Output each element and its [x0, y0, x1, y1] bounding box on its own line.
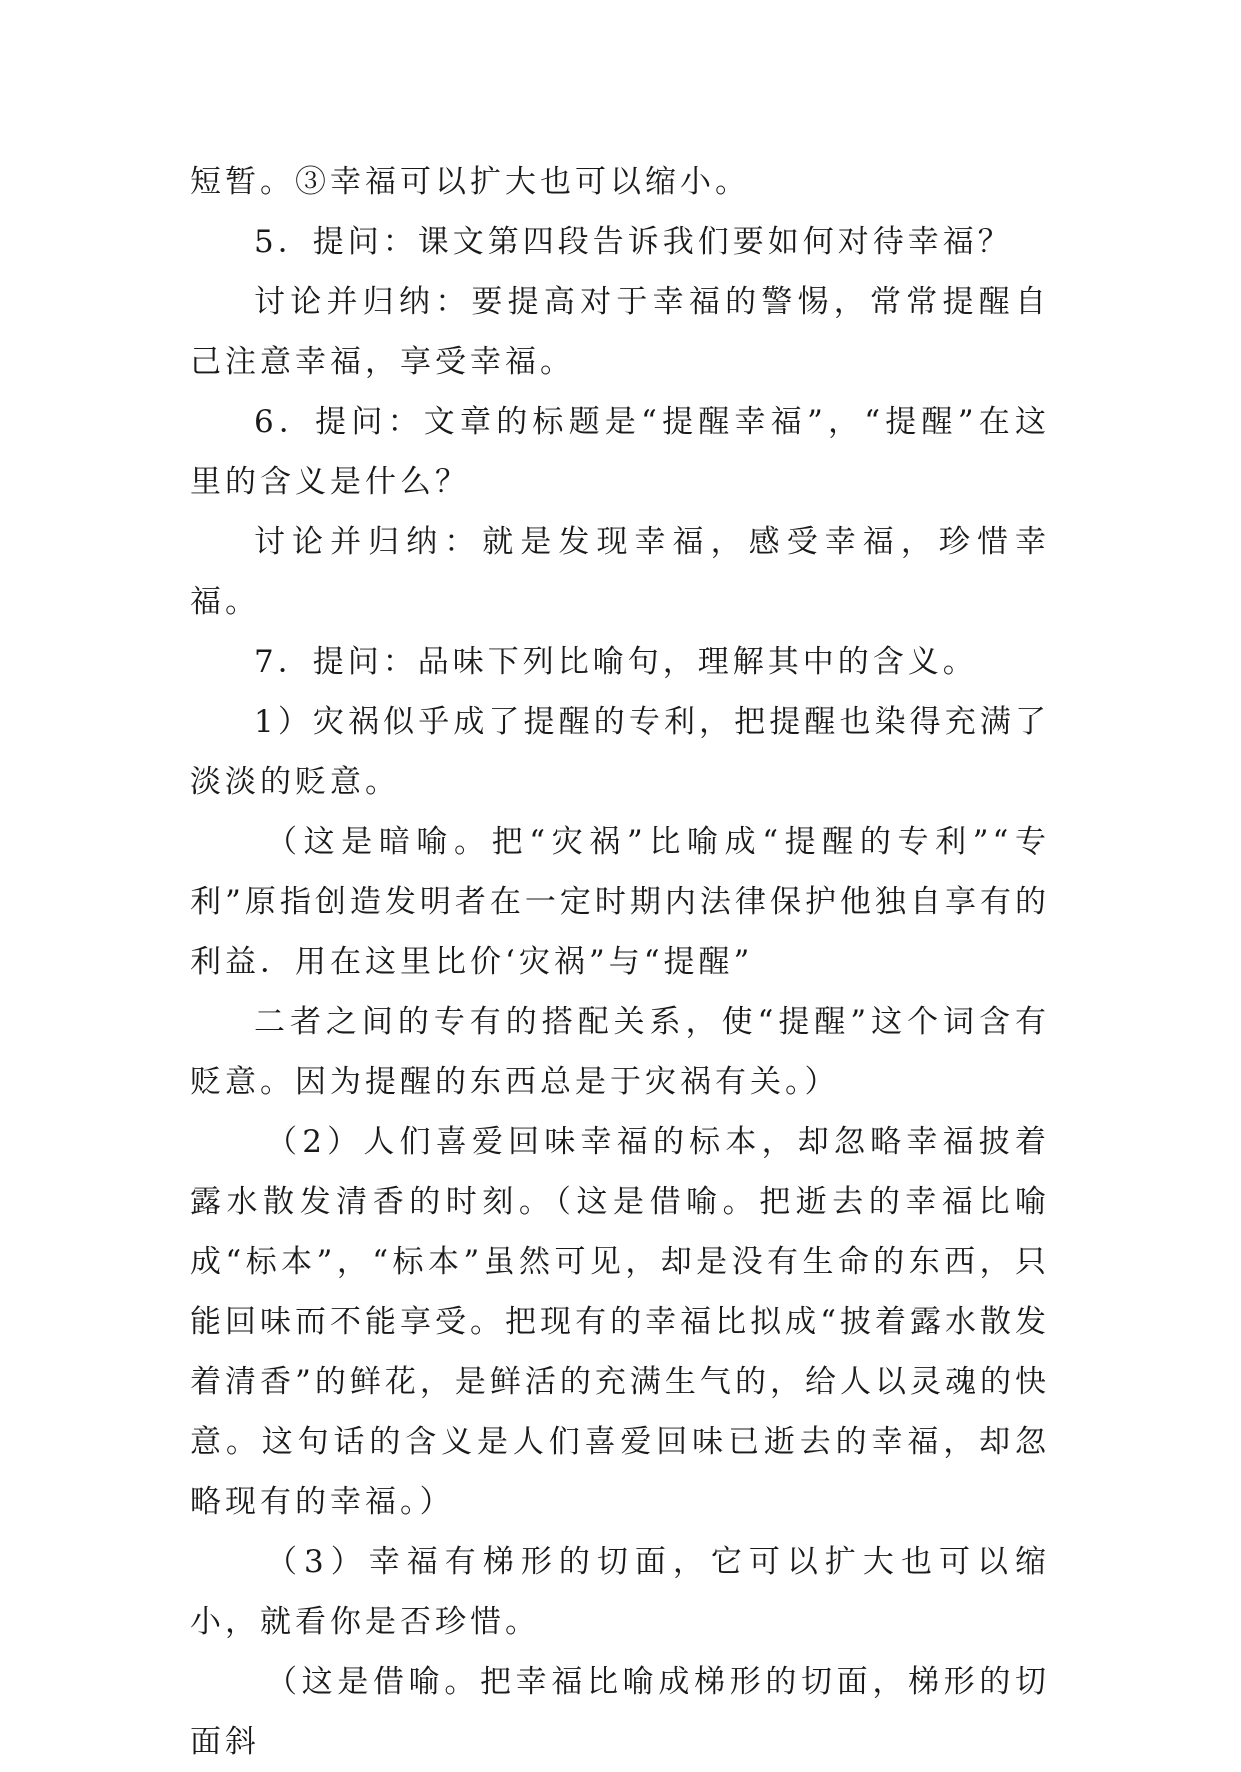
paragraph-6: 7．提问：品味下列比喻句，理解其中的含义。 [254, 644, 978, 680]
paragraph-5: 讨论并归纳：就是发现幸福，感受幸福，珍惜幸福。 [190, 524, 1050, 620]
body-text [190, 152, 1050, 1772]
paragraph-1: 短暂。③幸福可以扩大也可以缩小。 [190, 164, 750, 200]
paragraph-4: 6．提问：文章的标题是“提醒幸福”，“提醒”在这里的含义是什么？ [190, 404, 1050, 500]
paragraph-2: 5．提问：课文第四段告诉我们要如何对待幸福？ [254, 224, 1013, 260]
paragraph-11: （3）幸福有梯形的切面，它可以扩大也可以缩小，就看你是否珍惜。 [190, 1544, 1050, 1640]
paragraph-8: （这是暗喻。把“灾祸”比喻成“提醒的专利”“专利”原指创造发明者在一定时期内法律保护他独自享有的利益．用在这里比价‘灾祸”与“提醒” [190, 824, 1050, 980]
paragraph-10: （2）人们喜爱回味幸福的标本，却忽略幸福披着露水散发清香的时刻。（这是借喻。把逝去的幸福比喻成“标本”，“标本”虽然可见，却是没有生命的东西，只能回味而不能享受。把现有的幸福比拟成“披着露水散发着清香”的鲜花，是鲜活的充满生气的，给人以灵魂的快意。这句话的含义是人们喜爱回味已逝去的幸福，却忽略现有的幸福。） [190, 1124, 1050, 1520]
paragraph-9: 二者之间的专有的搭配关系，使“提醒”这个词含有贬意。因为提醒的东西总是于灾祸有关。） [190, 1004, 1050, 1100]
paragraph-12: （这是借喻。把幸福比喻成梯形的切面，梯形的切面斜 [190, 1664, 1050, 1760]
paragraph-7: 1）灾祸似乎成了提醒的专利，把提醒也染得充满了淡淡的贬意。 [190, 704, 1050, 800]
paragraph-3: 讨论并归纳：要提高对于幸福的警惕，常常提醒自己注意幸福，享受幸福。 [190, 284, 1050, 380]
